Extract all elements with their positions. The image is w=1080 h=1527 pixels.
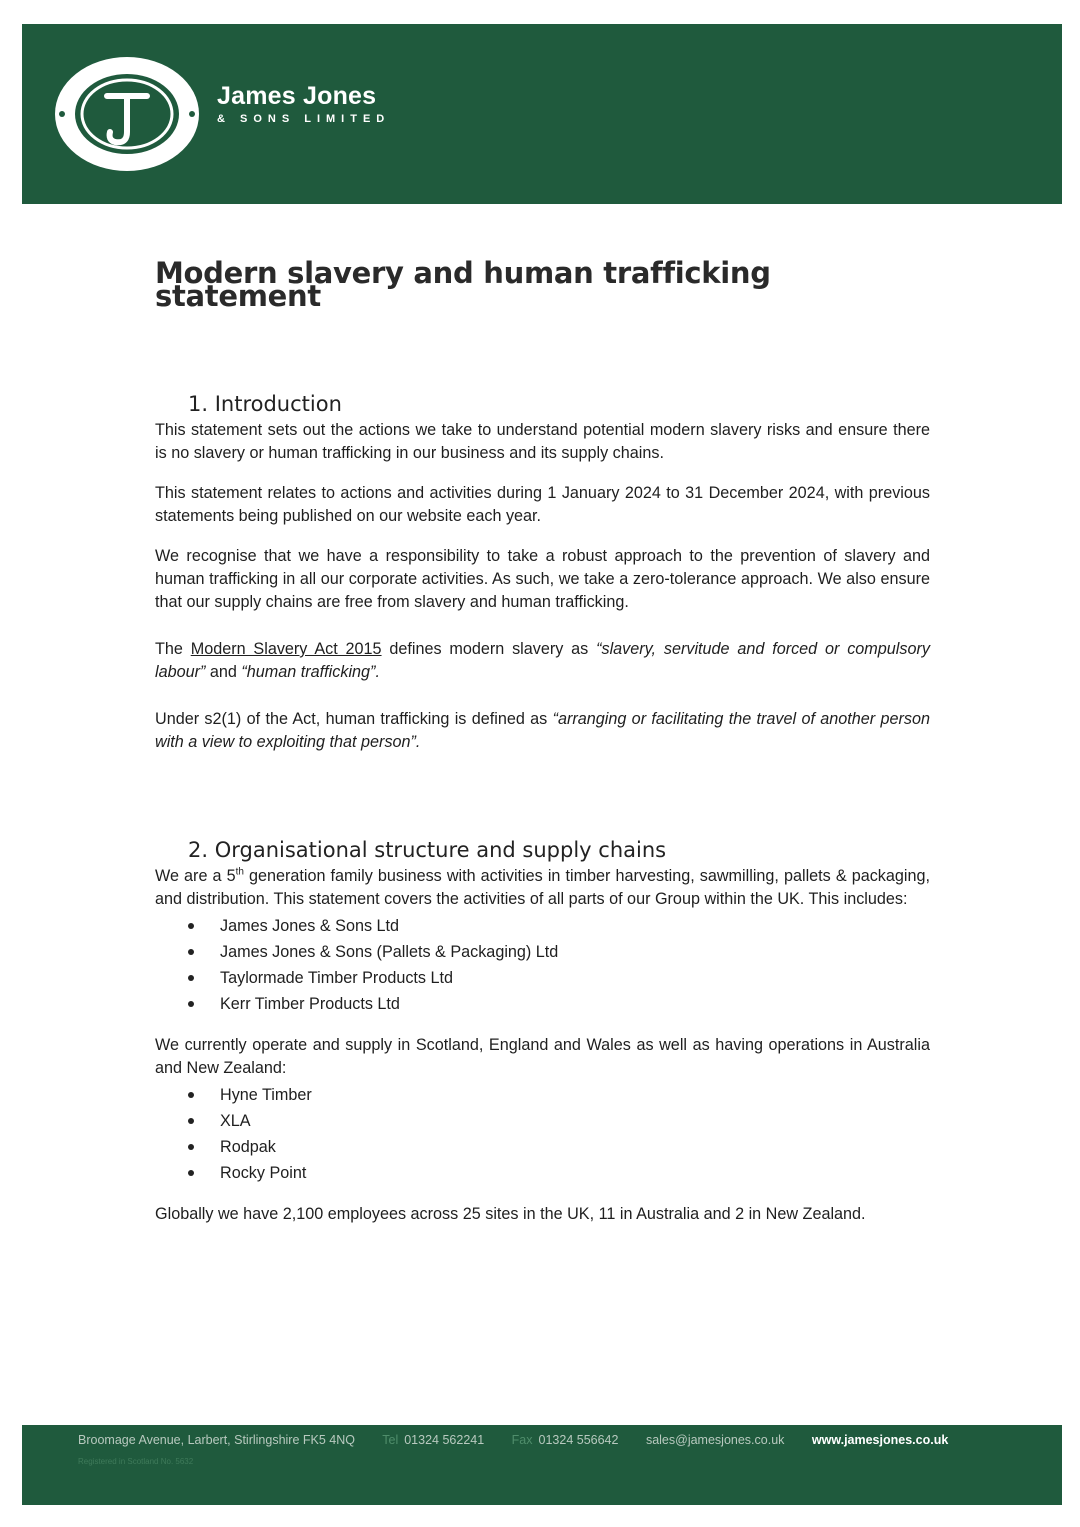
footer-website[interactable]: www.jamesjones.co.uk — [811, 1433, 949, 1447]
intro-paragraph-1: This statement sets out the actions we take to understand potential modern slavery risks and ensure there is no slavery or human trafficking in our business and its supply chains. — [155, 421, 930, 462]
list-item-label: XLA — [220, 1112, 251, 1130]
footer-contact-line — [78, 1433, 948, 1447]
list-item-label: James Jones & Sons Ltd — [220, 917, 400, 935]
bullet-icon — [188, 1118, 194, 1124]
intro-paragraph-5 — [155, 708, 930, 754]
list-item-label: Taylormade Timber Products Ltd — [220, 969, 454, 987]
list-item-label: James Jones & Sons (Pallets & Packaging) Ltd — [220, 943, 559, 961]
quote-definition: “arranging or facilitating the travel of another person with a view to exploiting that person”. — [155, 710, 930, 751]
intro-paragraph-2: This statement relates to actions and activities during 1 January 2024 to 31 December 2024, with previous statements being published on our website each year. — [155, 484, 930, 525]
footer-email[interactable]: sales@jamesjones.co.uk — [645, 1433, 785, 1447]
structure-paragraph-1 — [155, 865, 930, 911]
intro-paragraph-4 — [155, 638, 930, 684]
list-item — [155, 1160, 930, 1186]
tel-label: Tel — [382, 1433, 399, 1447]
document-body — [155, 256, 930, 1226]
intro-paragraph-3: We recognise that we have a responsibility to take a robust approach to the prevention of slavery and human trafficking in all our corporate activities. As such, we take a zero-tolerance approach. We also ensure that our supply chains are free from slavery and human trafficking. — [155, 547, 930, 611]
superscript: th — [235, 866, 244, 878]
brand-subtitle: & SONS LIMITED — [217, 113, 391, 125]
footer-address: Broomage Avenue, Larbert, Stirlingshire FK5 4NQ — [78, 1433, 355, 1447]
section-heading-introduction: 1. Introduction — [188, 392, 342, 416]
bullet-icon — [188, 1144, 194, 1150]
page-title: Modern slavery and human trafficking statement — [155, 256, 771, 313]
footer-fax: 01324 556642 — [538, 1433, 619, 1447]
list-item-label: Kerr Timber Products Ltd — [220, 995, 400, 1013]
quote-definition: “slavery, servitude and forced or compulsory labour” — [155, 640, 930, 681]
overseas-operations-list — [155, 1082, 930, 1186]
quote-definition: “human trafficking”. — [241, 663, 380, 681]
structure-paragraph-2: We currently operate and supply in Scotland, England and Wales as well as having operations in Australia and New Zealand: — [155, 1036, 930, 1077]
bullet-icon — [188, 1170, 194, 1176]
text-run: defines modern slavery as — [381, 640, 597, 658]
footer-banner — [22, 1425, 1062, 1505]
list-item — [155, 1082, 930, 1108]
company-logo — [52, 54, 202, 174]
uk-companies-list — [155, 913, 930, 1017]
brand — [217, 82, 390, 125]
list-item — [155, 965, 930, 991]
list-item — [155, 1108, 930, 1134]
section-heading-structure: 2. Organisational structure and supply chains — [188, 838, 667, 862]
bullet-icon — [188, 949, 194, 955]
text-run: The — [155, 640, 191, 658]
list-item — [155, 913, 930, 939]
footer-telephone: 01324 562241 — [404, 1433, 485, 1447]
list-item-label: Rodpak — [220, 1138, 276, 1156]
bullet-icon — [188, 975, 194, 981]
list-item-label: Hyne Timber — [220, 1086, 312, 1104]
text-run: We are a 5 — [155, 867, 236, 885]
text-run: and — [205, 663, 242, 681]
bullet-icon — [188, 923, 194, 929]
bullet-icon — [188, 1092, 194, 1098]
header-banner — [22, 24, 1062, 204]
bullet-icon — [188, 1001, 194, 1007]
text-run: Under s2(1) of the Act, human trafficking is defined as — [155, 710, 553, 728]
footer-registration: Registered in Scotland No. 5632 — [78, 1457, 194, 1466]
structure-paragraph-3: Globally we have 2,100 employees across 25 sites in the UK, 11 in Australia and 2 in New Zealand. — [155, 1205, 866, 1223]
list-item — [155, 939, 930, 965]
modern-slavery-act-link[interactable]: Modern Slavery Act 2015 — [190, 640, 382, 658]
text-run: generation family business with activities in timber harvesting, sawmilling, pallets & packaging, and distribution. This statement covers the activities of all parts of our Group within the UK. This includes: — [155, 867, 930, 908]
list-item — [155, 991, 930, 1017]
fax-label: Fax — [511, 1433, 533, 1447]
brand-name: James Jones — [217, 82, 377, 110]
list-item — [155, 1134, 930, 1160]
list-item-label: Rocky Point — [220, 1164, 307, 1182]
